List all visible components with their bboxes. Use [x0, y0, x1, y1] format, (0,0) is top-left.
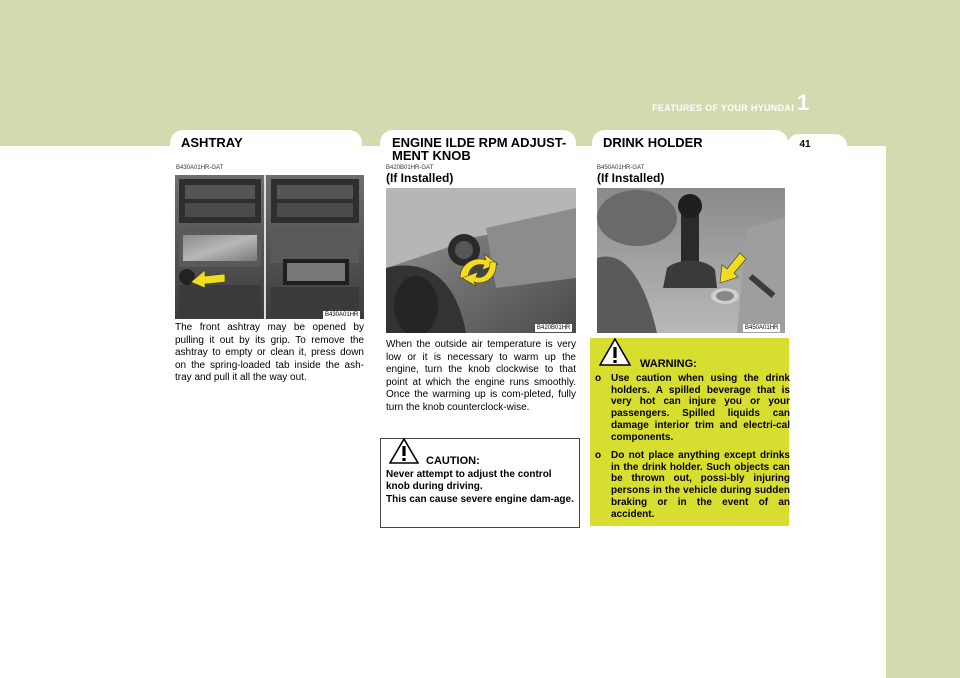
caution-heading: CAUTION:	[426, 455, 480, 467]
section-title-ashtray: ASHTRAY	[181, 135, 243, 150]
caution-text-1: Never attempt to adjust the control knob during driving.	[386, 469, 552, 492]
if-installed-idle: (If Installed)	[386, 171, 454, 185]
warning-heading: WARNING:	[640, 358, 697, 370]
ref-code-idle: B420B01HR-GAT	[386, 165, 434, 171]
warning-item-2	[595, 450, 790, 526]
header-band	[0, 0, 960, 146]
image-code-drink: B450A01HR	[745, 325, 779, 331]
ref-code-drink: B450A01HR-GAT	[597, 165, 645, 171]
rotate-arrow-icon	[456, 252, 500, 286]
section-title-idle-line2: MENT KNOB	[392, 148, 471, 163]
pull-arrow-icon	[191, 268, 227, 288]
section-title-drink: DRINK HOLDER	[603, 135, 703, 150]
warning-triangle-icon	[599, 338, 631, 366]
idle-body-text: When the outside air temperature is very low or it is necessary to warm up the engine, turn the knob clockwise to that point at which the engine runs smoothly. Once the warming up is com-pleted, fully turn the knob counterclock-wise.	[386, 339, 576, 413]
warning-item-1-text: Use caution when using the drink holders. A spilled beverage that is very hot can injure you or your passengers. Spilled liquids can damage interior trim and electri-cal components.	[611, 373, 790, 443]
bullet-marker: o	[595, 450, 602, 461]
chapter-title: FEATURES OF YOUR HYUNDAI	[652, 103, 794, 113]
side-band	[886, 0, 960, 678]
section-title-idle-line1: ENGINE ILDE RPM ADJUST-	[392, 135, 567, 150]
caution-text-2: This can cause severe engine dam-age.	[386, 494, 574, 505]
ref-code-ashtray: B430A01HR-GAT	[176, 165, 224, 171]
caution-triangle-icon	[389, 438, 419, 464]
drink-holder-arrow-icon	[718, 251, 748, 285]
drink-holder-photo	[597, 188, 785, 333]
bullet-marker: o	[595, 373, 602, 384]
image-code-idle: B420B01HR	[537, 325, 571, 331]
ashtray-photo	[175, 175, 364, 319]
ashtray-body-text: The front ashtray may be opened by pulling it out by its grip. To remove the ashtray to empty or clean it, press down on the spring-loaded tab inside the ash-tray and pull it all the way out.	[175, 322, 364, 383]
warning-item-1	[595, 373, 790, 449]
chapter-number: 1	[797, 90, 810, 115]
page-number: 41	[799, 139, 811, 150]
warning-item-2-text: Do not place anything except drinks in the drink holder. Such objects can be thrown out, possi-bly injuring persons in the vehicle during sudden braking or in the event of an accident.	[611, 450, 790, 520]
image-code-ashtray: B430A01HR	[325, 312, 359, 318]
if-installed-drink: (If Installed)	[597, 171, 665, 185]
